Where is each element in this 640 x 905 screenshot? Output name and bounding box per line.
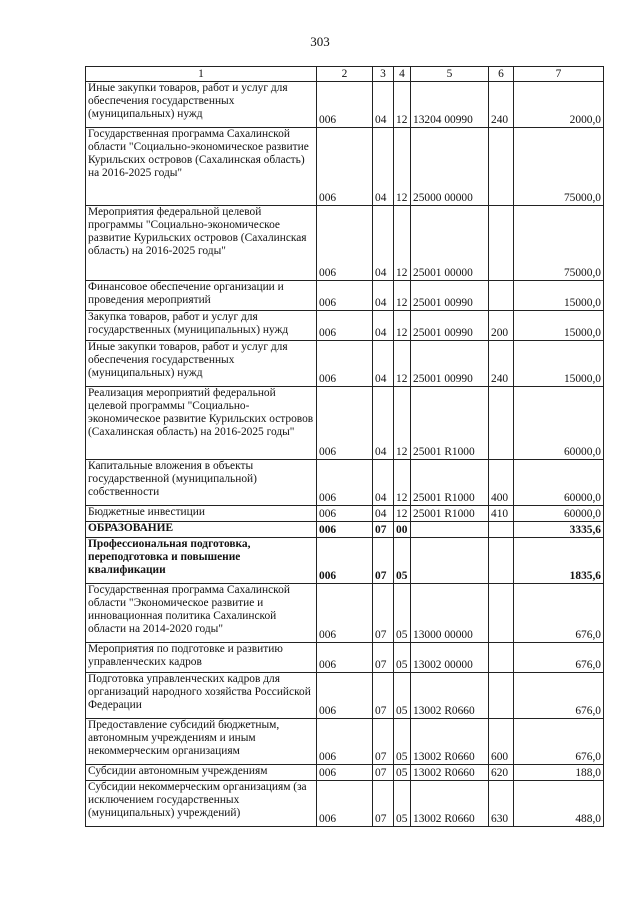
row-ministry-code-cell: 006 [317,128,373,206]
row-amount-cell: 676,0 [514,643,604,673]
row-expense-type-cell: 600 [489,719,514,765]
row-subsection-cell: 05 [394,584,411,643]
row-name-cell: Мероприятия по подготовке и развитию управленческих кадров [86,643,317,673]
row-section-cell: 07 [373,643,394,673]
row-section-cell: 04 [373,460,394,506]
row-ministry-code-cell: 006 [317,506,373,522]
row-amount-cell: 488,0 [514,781,604,827]
row-name-cell: Субсидии некоммерческим организациям (за исключением государственных (муниципальных) учреждений) [86,781,317,827]
row-target-article-cell: 13002 R0660 [411,719,489,765]
row-subsection-cell: 00 [394,522,411,538]
row-section-cell: 04 [373,341,394,387]
row-section-cell: 04 [373,387,394,460]
row-amount-cell: 15000,0 [514,281,604,311]
row-target-article-cell: 25001 R1000 [411,506,489,522]
row-amount-cell: 3335,6 [514,522,604,538]
table-row [86,765,604,781]
row-name-cell: Государственная программа Сахалинской области "Социально-экономическое развитие Курильских островов (Сахалинская область) на 2016-2025 годы" [86,128,317,206]
row-name-cell: ОБРАЗОВАНИЕ [86,522,317,538]
row-subsection-cell: 05 [394,673,411,719]
row-amount-cell: 188,0 [514,765,604,781]
row-expense-type-cell: 410 [489,506,514,522]
row-ministry-code-cell: 006 [317,719,373,765]
row-target-article-cell: 25000 00000 [411,128,489,206]
row-target-article-cell: 25001 00990 [411,281,489,311]
row-section-cell: 07 [373,781,394,827]
column-header-1: 1 [86,67,317,82]
row-ministry-code-cell: 006 [317,673,373,719]
page-number: 303 [310,34,330,49]
table-row [86,522,604,538]
row-expense-type-cell [489,643,514,673]
row-amount-cell: 60000,0 [514,460,604,506]
row-expense-type-cell [489,538,514,584]
row-subsection-cell: 12 [394,387,411,460]
row-ministry-code-cell: 006 [317,82,373,128]
row-subsection-cell: 05 [394,719,411,765]
row-section-cell: 04 [373,281,394,311]
row-name-cell: Подготовка управленческих кадров для организаций народного хозяйства Российской Федерации [86,673,317,719]
table-row [86,341,604,387]
row-expense-type-cell [489,281,514,311]
row-amount-cell: 1835,6 [514,538,604,584]
row-section-cell: 04 [373,506,394,522]
row-amount-cell: 676,0 [514,673,604,719]
row-subsection-cell: 12 [394,82,411,128]
column-header-3: 3 [373,67,394,82]
row-subsection-cell: 05 [394,643,411,673]
row-ministry-code-cell: 006 [317,643,373,673]
row-amount-cell: 2000,0 [514,82,604,128]
row-target-article-cell: 13002 R0660 [411,765,489,781]
row-name-cell: Иные закупки товаров, работ и услуг для обеспечения государственных (муниципальных) нужд [86,82,317,128]
row-ministry-code-cell: 006 [317,281,373,311]
column-header-4: 4 [394,67,411,82]
table-body [86,82,604,827]
column-header-7: 7 [514,67,604,82]
row-target-article-cell [411,522,489,538]
row-section-cell: 07 [373,765,394,781]
row-amount-cell: 676,0 [514,584,604,643]
row-name-cell: Профессиональная подготовка, переподготовка и повышение квалификации [86,538,317,584]
row-section-cell: 04 [373,311,394,341]
row-name-cell: Иные закупки товаров, работ и услуг для обеспечения государственных (муниципальных) нужд [86,341,317,387]
table-row [86,281,604,311]
row-ministry-code-cell: 006 [317,765,373,781]
column-header-5: 5 [411,67,489,82]
row-expense-type-cell [489,584,514,643]
table-row [86,643,604,673]
table-row [86,128,604,206]
row-amount-cell: 75000,0 [514,128,604,206]
row-target-article-cell: 13002 00000 [411,643,489,673]
row-section-cell: 04 [373,128,394,206]
row-subsection-cell: 12 [394,206,411,281]
row-subsection-cell: 05 [394,765,411,781]
row-expense-type-cell: 240 [489,341,514,387]
row-target-article-cell: 13204 00990 [411,82,489,128]
table-row [86,781,604,827]
column-header-2: 2 [317,67,373,82]
row-name-cell: Предоставление субсидий бюджетным, автономным учреждениям и иным некоммерческим организациям [86,719,317,765]
row-section-cell: 04 [373,82,394,128]
row-name-cell: Мероприятия федеральной целевой программы "Социально-экономическое развитие Курильских островов (Сахалинская область) на 2016-2025 годы" [86,206,317,281]
table-row [86,538,604,584]
row-subsection-cell: 05 [394,538,411,584]
row-target-article-cell: 13002 R0660 [411,673,489,719]
row-target-article-cell: 25001 R1000 [411,460,489,506]
row-section-cell: 07 [373,673,394,719]
row-subsection-cell: 12 [394,281,411,311]
row-section-cell: 07 [373,719,394,765]
row-expense-type-cell: 240 [489,82,514,128]
table-row [86,584,604,643]
row-ministry-code-cell: 006 [317,206,373,281]
row-expense-type-cell: 630 [489,781,514,827]
budget-table [85,66,604,827]
row-target-article-cell: 25001 R1000 [411,387,489,460]
row-expense-type-cell [489,673,514,719]
row-ministry-code-cell: 006 [317,538,373,584]
row-amount-cell: 15000,0 [514,311,604,341]
table-row [86,506,604,522]
row-target-article-cell: 25001 00990 [411,311,489,341]
row-target-article-cell: 13002 R0660 [411,781,489,827]
row-ministry-code-cell: 006 [317,387,373,460]
row-section-cell: 07 [373,584,394,643]
row-expense-type-cell [489,522,514,538]
row-amount-cell: 676,0 [514,719,604,765]
row-expense-type-cell: 400 [489,460,514,506]
row-ministry-code-cell: 006 [317,460,373,506]
row-section-cell: 07 [373,522,394,538]
row-expense-type-cell [489,128,514,206]
row-subsection-cell: 05 [394,781,411,827]
row-name-cell: Капитальные вложения в объекты государственной (муниципальной) собственности [86,460,317,506]
row-amount-cell: 60000,0 [514,506,604,522]
row-section-cell: 07 [373,538,394,584]
row-subsection-cell: 12 [394,311,411,341]
row-target-article-cell: 25001 00000 [411,206,489,281]
row-name-cell: Субсидии автономным учреждениям [86,765,317,781]
row-expense-type-cell: 620 [489,765,514,781]
row-name-cell: Государственная программа Сахалинской области "Экономическое развитие и инновационная политика Сахалинской области на 2014-2020 годы" [86,584,317,643]
table-row [86,460,604,506]
row-name-cell: Бюджетные инвестиции [86,506,317,522]
row-ministry-code-cell: 006 [317,522,373,538]
row-name-cell: Закупка товаров, работ и услуг для государственных (муниципальных) нужд [86,311,317,341]
row-target-article-cell: 13000 00000 [411,584,489,643]
row-target-article-cell: 25001 00990 [411,341,489,387]
table-row [86,82,604,128]
row-name-cell: Реализация мероприятий федеральной целевой программы "Социально-экономическое развитие Курильских островов (Сахалинская область) на 2016-2025 годы" [86,387,317,460]
table-header-row [86,67,604,82]
row-subsection-cell: 12 [394,341,411,387]
table-row [86,311,604,341]
row-ministry-code-cell: 006 [317,341,373,387]
table-row [86,673,604,719]
row-expense-type-cell [489,206,514,281]
row-name-cell: Финансовое обеспечение организации и проведения мероприятий [86,281,317,311]
row-amount-cell: 15000,0 [514,341,604,387]
row-subsection-cell: 12 [394,128,411,206]
row-expense-type-cell: 200 [489,311,514,341]
row-subsection-cell: 12 [394,460,411,506]
row-expense-type-cell [489,387,514,460]
row-section-cell: 04 [373,206,394,281]
row-ministry-code-cell: 006 [317,781,373,827]
row-target-article-cell [411,538,489,584]
row-ministry-code-cell: 006 [317,584,373,643]
table-row [86,206,604,281]
table-row [86,387,604,460]
row-amount-cell: 60000,0 [514,387,604,460]
column-header-6: 6 [489,67,514,82]
row-amount-cell: 75000,0 [514,206,604,281]
row-ministry-code-cell: 006 [317,311,373,341]
table-row [86,719,604,765]
row-subsection-cell: 12 [394,506,411,522]
